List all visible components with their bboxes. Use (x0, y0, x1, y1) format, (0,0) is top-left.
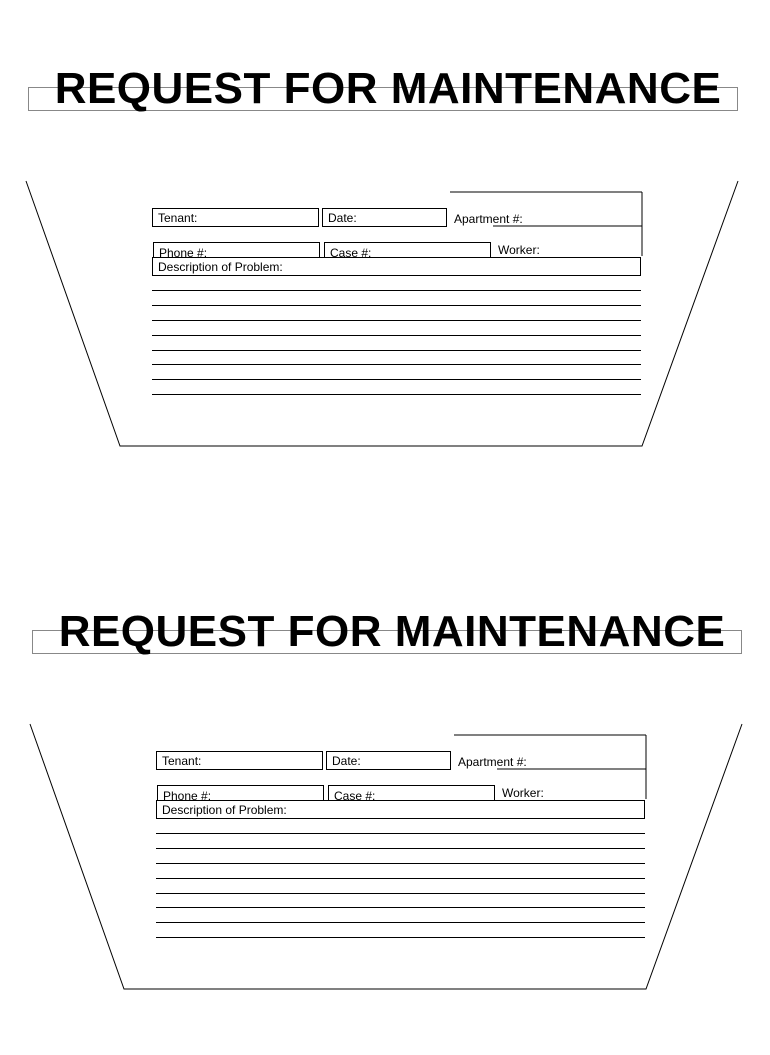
writing-line[interactable] (156, 878, 645, 879)
date-label: Date: (328, 211, 357, 225)
apartment-field[interactable] (454, 212, 523, 226)
maintenance-form-1 (0, 0, 770, 512)
writing-line[interactable] (152, 394, 641, 395)
writing-line[interactable] (152, 335, 641, 336)
phone-label: Phone #: (163, 789, 212, 803)
description-label: Description of Problem: (158, 260, 283, 274)
worker-field[interactable] (498, 243, 540, 257)
phone-label: Phone #: (159, 246, 208, 260)
apartment-label: Apartment #: (454, 212, 523, 226)
case-field[interactable] (328, 785, 495, 801)
apartment-field[interactable] (458, 755, 527, 769)
writing-line[interactable] (152, 305, 641, 306)
apartment-label: Apartment #: (458, 755, 527, 769)
writing-line[interactable] (156, 937, 645, 938)
form-frame (4, 543, 770, 1024)
worker-field[interactable] (502, 786, 544, 800)
tenant-field[interactable] (152, 208, 319, 227)
writing-line[interactable] (152, 320, 641, 321)
maintenance-form-2 (4, 543, 770, 1055)
writing-line[interactable] (156, 907, 645, 908)
case-label: Case #: (330, 246, 372, 260)
writing-line[interactable] (152, 379, 641, 380)
writing-line[interactable] (156, 863, 645, 864)
case-field[interactable] (324, 242, 491, 258)
writing-line[interactable] (152, 350, 641, 351)
form-title: REQUEST FOR MAINTENANCE (54, 64, 722, 113)
writing-line[interactable] (152, 364, 641, 365)
tenant-label: Tenant: (162, 754, 202, 768)
writing-line[interactable] (156, 922, 645, 923)
description-label: Description of Problem: (162, 803, 287, 817)
tenant-field[interactable] (156, 751, 323, 770)
date-field[interactable] (322, 208, 447, 227)
phone-field[interactable] (157, 785, 324, 801)
writing-line[interactable] (156, 893, 645, 894)
worker-label: Worker: (502, 786, 544, 800)
date-label: Date: (332, 754, 361, 768)
form-title: REQUEST FOR MAINTENANCE (58, 607, 726, 656)
case-label: Case #: (334, 789, 376, 803)
worker-label: Worker: (498, 243, 540, 257)
phone-field[interactable] (153, 242, 320, 258)
writing-line[interactable] (156, 848, 645, 849)
writing-line[interactable] (152, 290, 641, 291)
description-field[interactable] (152, 257, 641, 276)
description-field[interactable] (156, 800, 645, 819)
writing-line[interactable] (156, 833, 645, 834)
tenant-label: Tenant: (158, 211, 198, 225)
date-field[interactable] (326, 751, 451, 770)
